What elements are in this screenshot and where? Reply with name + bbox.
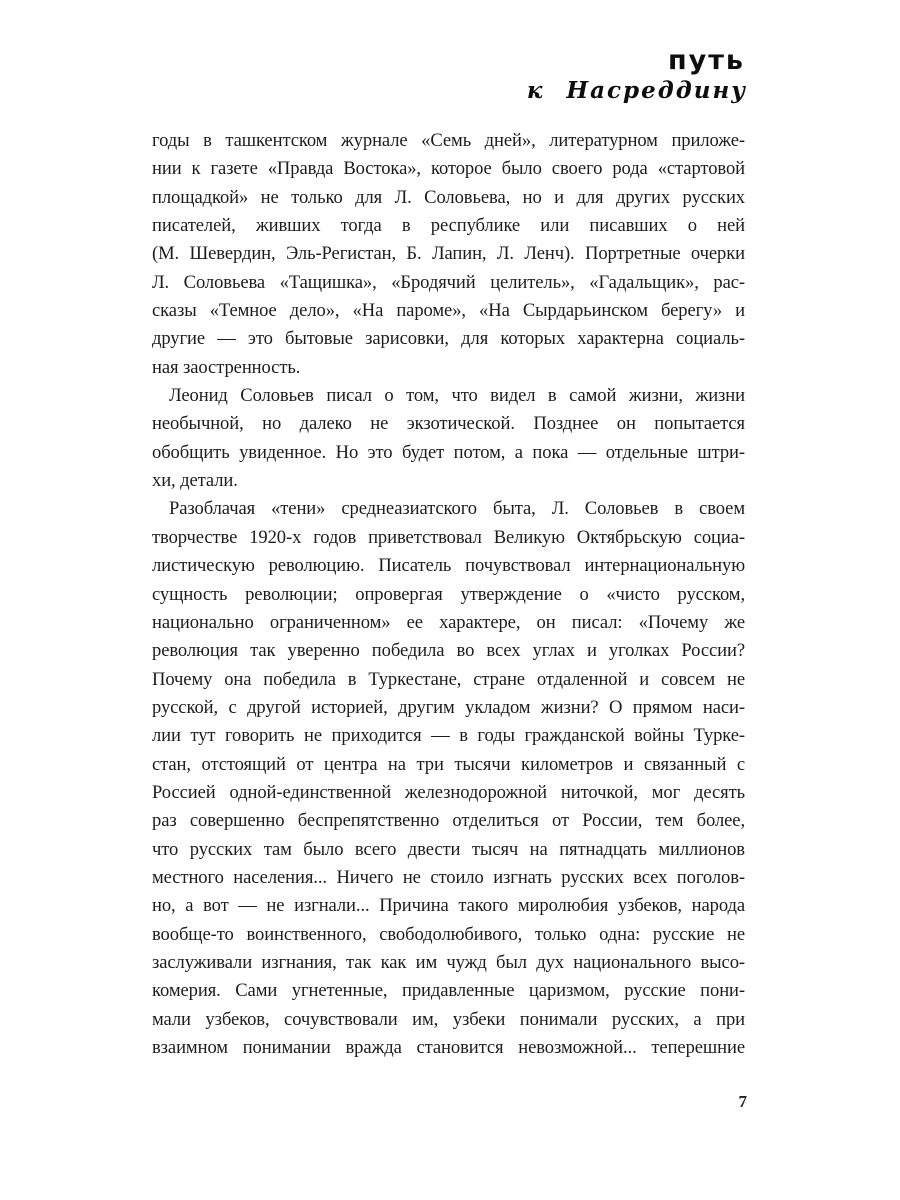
text-line: заслуживали изгнания, так как им чужд был дух национального высо- (152, 951, 745, 973)
text-line: взаимном понимании вражда становится невозможной... теперешние (152, 1037, 745, 1058)
text-line: русской, с другой историей, другим укладом жизни? О прямом наси- (152, 696, 745, 718)
running-head (527, 46, 747, 103)
text-line: (М. Шевердин, Эль-Регистан, Б. Лапин, Л. Ленч). Портретные очерки (152, 243, 745, 265)
text-line: революция так уверенно победила во всех углах и уголках России? (152, 640, 745, 662)
text-line: лии тут говорить не приходится — в годы гражданской войны Турке- (152, 725, 745, 747)
text-line: хи, детали. (152, 470, 238, 492)
text-line: обобщить увиденное. Но это будет потом, а пока — отдельные штри- (152, 441, 745, 463)
text-line: национально ограниченном» ее характере, он писал: «Почему же (152, 611, 745, 633)
text-line: мали узбеков, сочувствовали им, узбеки понимали русских, а при (152, 1008, 745, 1030)
text-line: площадкой» не только для Л. Соловьева, но и для других русских (152, 186, 745, 208)
text-line: сущность революции; опровергая утверждение о «чисто русском, (152, 583, 745, 605)
text-line: комерия. Сами угнетенные, придавленные царизмом, русские пони- (152, 980, 745, 1002)
text-line: вообще-то воинственного, свободолюбивого, только одна: русские не (152, 923, 745, 945)
text-line: Леонид Соловьев писал о том, что видел в самой жизни, жизни (169, 385, 745, 407)
text-line: что русских там было всего двести тысяч на пятнадцать миллионов (152, 838, 745, 860)
text-line: писателей, живших тогда в республике или писавших о ней (152, 215, 745, 237)
text-line: другие — это бытовые зарисовки, для которых характерна социаль- (152, 328, 745, 350)
text-line: творчестве 1920-х годов приветствовал Великую Октябрьскую социа- (152, 526, 745, 548)
text-line: сказы «Темное дело», «На пароме», «На Сырдарьинском берегу» и (152, 300, 745, 322)
text-line: Почему она победила в Туркестане, стране отдаленной и совсем не (152, 668, 745, 690)
text-line: годы в ташкентском журнале «Семь дней», литературном приложе- (152, 130, 745, 151)
text-line: Л. Соловьева «Тащишка», «Бродячий целитель», «Гадальщик», рас- (152, 271, 745, 293)
body-text (152, 127, 745, 1062)
text-line: но, а вот — не изгнали... Причина такого миролюбия узбеков, народа (152, 895, 745, 917)
text-line: местного населения... Ничего не стоило изгнать русских всех поголов- (152, 866, 745, 888)
series-title-line1: путь (668, 45, 745, 76)
text-line: необычной, но далеко не экзотической. Позднее он попытается (152, 413, 745, 435)
text-line: Разоблачая «тени» среднеазиатского быта, Л. Соловьев в своем (169, 498, 745, 520)
text-line: листическую революцию. Писатель почувствовал интернациональную (152, 555, 745, 577)
series-title-line2: к Насреддину (526, 76, 747, 104)
text-line: нии к газете «Правда Востока», которое было своего рода «стартовой (152, 158, 745, 180)
text-line: стан, отстоящий от центра на три тысячи километров и связанный с (152, 753, 745, 775)
page-number: 7 (738, 1092, 747, 1111)
text-line: ная заостренность. (152, 356, 301, 378)
text-line: раз совершенно беспрепятственно отделиться от России, тем более, (152, 810, 745, 832)
text-line: Россией одной-единственной железнодорожной ниточкой, мог десять (152, 781, 745, 803)
